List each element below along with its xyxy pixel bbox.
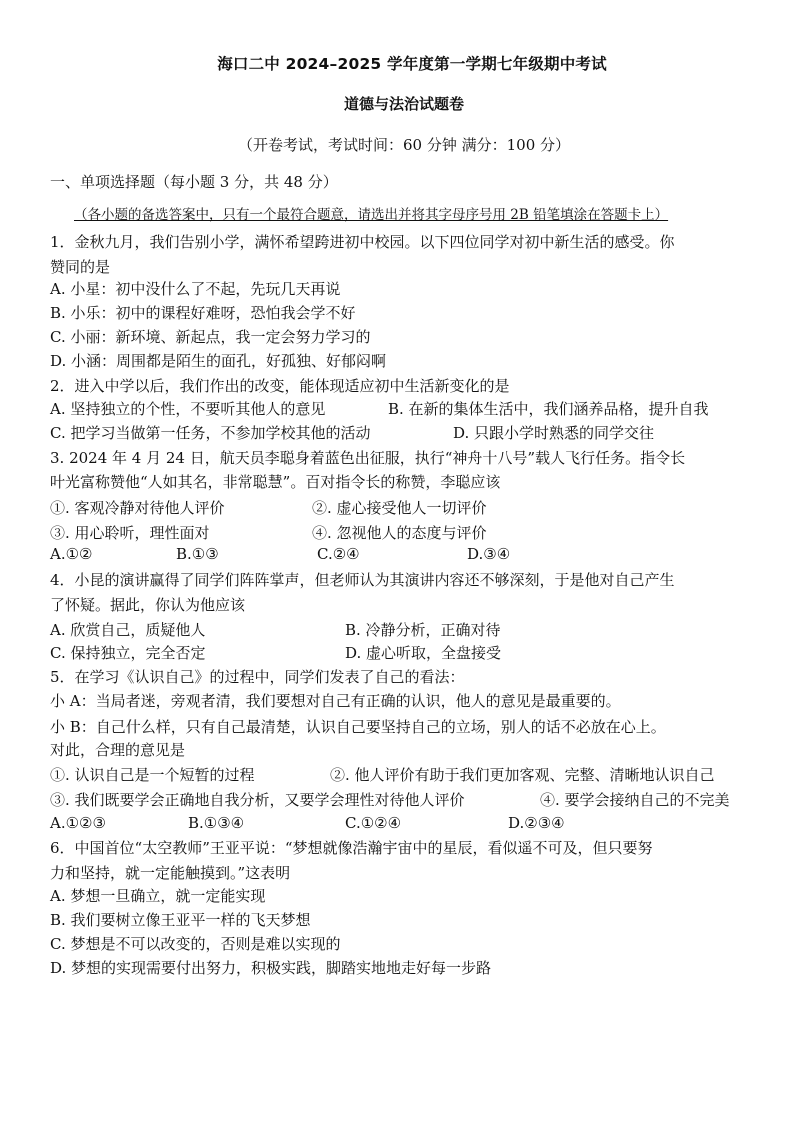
q2-stem: 2．进入中学以后，我们作出的改变，能体现适应初中生活新变化的是 <box>50 377 510 395</box>
q4-option-d: D. 虚心听取，全盘接受 <box>345 644 502 662</box>
q3-option-b: B.①③ <box>176 545 219 563</box>
q5-option-d: D.②③④ <box>508 814 565 832</box>
q4-stem-line1: 4．小昆的演讲赢得了同学们阵阵掌声，但老师认为其演讲内容还不够深刻，于是他对自己产生 <box>50 571 675 589</box>
q1-option-d: D. 小涵：周围都是陌生的面孔，好孤独、好郁闷啊 <box>50 352 387 370</box>
q5-view-b: 小 B：自己什么样，只有自己最清楚，认识自己要坚持自己的立场，别人的话不必放在心上。 <box>50 718 666 736</box>
q1-stem-line1: 1．金秋九月，我们告别小学，满怀希望跨进初中校园。以下四位同学对初中新生活的感受。你 <box>50 233 675 251</box>
q3-stem-line2: 叶光富称赞他“人如其名，非常聪慧”。百对指令长的称赞，李聪应该 <box>50 473 501 491</box>
q4-option-b: B. 冷静分析，正确对待 <box>345 621 501 639</box>
q4-stem-line2: 了怀疑。据此，你认为他应该 <box>50 596 246 614</box>
q2-option-a: A. 坚持独立的个性，不要听其他人的意见 <box>50 400 326 418</box>
q6-option-c: C. 梦想是不可以改变的，否则是难以实现的 <box>50 935 341 953</box>
q5-statement-1: ①. 认识自己是一个短暂的过程 <box>50 766 255 784</box>
q5-option-a: A.①②③ <box>50 814 106 832</box>
q5-statement-2: ②. 他人评价有助于我们更加客观、完整、清晰地认识自己 <box>330 766 715 784</box>
section-instructions: （各小题的备选答案中，只有一个最符合题意，请选出并将其字母序号用 2B 铅笔填涂在答题卡上） <box>74 207 669 223</box>
q5-stem: 5．在学习《认识自己》的过程中，同学们发表了自己的看法： <box>50 668 465 686</box>
q2-option-b: B. 在新的集体生活中，我们涵养品格，提升自我 <box>388 400 709 418</box>
q6-option-b: B. 我们要树立像王亚平一样的飞天梦想 <box>50 911 311 929</box>
q3-statement-4: ④. 忽视他人的态度与评价 <box>312 524 487 542</box>
q3-option-d: D.③④ <box>467 545 511 563</box>
q1-stem-line2: 赞同的是 <box>50 258 111 276</box>
q3-statement-1: ①. 客观冷静对待他人评价 <box>50 499 225 517</box>
q6-option-d: D. 梦想的实现需要付出努力，积极实践，脚踏实地地走好每一步路 <box>50 959 492 977</box>
q3-option-a: A.①② <box>50 545 93 563</box>
q3-option-c: C.②④ <box>317 545 360 563</box>
q1-option-b: B. 小乐：初中的课程好难呀，恐怕我会学不好 <box>50 304 356 322</box>
q3-stem-line1: 3. 2024 年 4 月 24 日，航天员李聪身着蓝色出征服，执行“神舟十八号”载人飞行任务。指令长 <box>50 449 686 467</box>
q6-stem-line1: 6．中国首位“太空教师”王亚平说：“梦想就像浩瀚宇宙中的星辰，看似遥不可及，但只要努 <box>50 839 653 857</box>
exam-title: 海口二中 2024–2025 学年度第一学期七年级期中考试 <box>217 55 607 73</box>
q6-option-a: A. 梦想一旦确立，就一定能实现 <box>50 887 266 905</box>
q4-option-c: C. 保持独立，完全否定 <box>50 644 206 662</box>
q4-option-a: A. 欣赏自己，质疑他人 <box>50 621 206 639</box>
q2-option-c: C. 把学习当做第一任务，不参加学校其他的活动 <box>50 424 371 442</box>
exam-info: （开卷考试，考试时间：60 分钟 满分：100 分） <box>237 136 571 154</box>
q5-statement-4: ④. 要学会接纳自己的不完美 <box>540 791 730 809</box>
q1-option-a: A. 小星：初中没什么了不起，先玩几天再说 <box>50 280 341 298</box>
q3-statement-3: ③. 用心聆听，理性面对 <box>50 524 210 542</box>
q5-option-c: C.①②④ <box>345 814 402 832</box>
q5-view-a: 小 A：当局者迷，旁观者清，我们要想对自己有正确的认识，他人的意见是最重要的。 <box>50 692 621 710</box>
q5-option-b: B.①③④ <box>188 814 245 832</box>
q5-statement-3: ③. 我们既要学会正确地自我分析，又要学会理性对待他人评价 <box>50 791 465 809</box>
q3-statement-2: ②. 虚心接受他人一切评价 <box>312 499 487 517</box>
q5-question: 对此，合理的意见是 <box>50 741 186 759</box>
q2-option-d: D. 只跟小学时熟悉的同学交往 <box>453 424 655 442</box>
q1-option-c: C. 小丽：新环境、新起点，我一定会努力学习的 <box>50 328 371 346</box>
q6-stem-line2: 力和坚持，就一定能触摸到。”这表明 <box>50 864 291 882</box>
section-heading: 一、单项选择题（每小题 3 分，共 48 分） <box>50 173 338 191</box>
exam-subject: 道德与法治试题卷 <box>343 95 464 113</box>
